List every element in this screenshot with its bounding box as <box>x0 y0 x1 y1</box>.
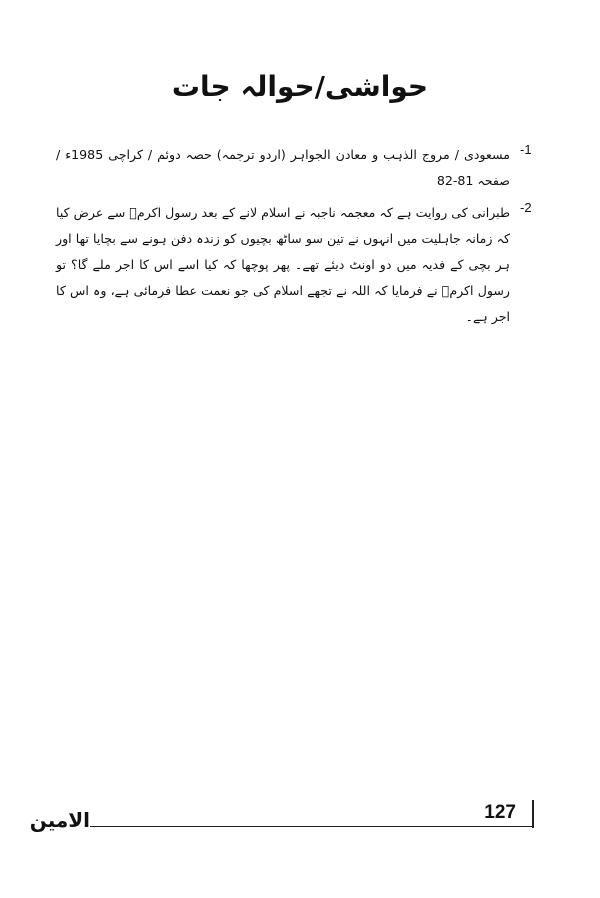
page-footer <box>29 798 534 844</box>
publication-logo <box>29 798 90 842</box>
footer-rule-end <box>532 800 534 828</box>
footnotes-list <box>56 142 542 336</box>
footnote-2 <box>56 200 542 330</box>
page-number: 127 <box>484 802 516 823</box>
footnote-number: -2 <box>520 200 532 215</box>
footnote-text: طبرانی کی روایت ہے کہ معجمہ ناجبہ نے اسلام لانے کے بعد رسول اکرمؐ سے عرض کیا کہ زمانہ جاہلیت میں انہوں نے تین سو ساٹھ بچیوں کو زندہ دفن ہونے سے بچایا تھا اور ہر بچی کے فدیہ میں دو اونٹ دیئے تھے۔ پھر پوچھا کہ کیا اسے اس کا اجر ملے گا؟ تو رسول اکرمؐ نے فرمایا کہ اللہ نے تجھے اسلام کی جو نعمت عطا فرمائی ہے، وہ اس کا اجر ہے۔ <box>56 205 510 324</box>
logo-text: الامین <box>29 808 90 832</box>
footnote-number: -1 <box>520 142 532 157</box>
footnote-1 <box>56 142 542 194</box>
footer-rule <box>90 826 534 827</box>
page-title: حواشی/حوالہ جات <box>171 70 429 103</box>
footnote-text: مسعودی / مروج الذہب و معادن الجواہر (اردو ترجمہ) حصہ دوئم / کراچی 1985ء / صفحہ 81-82 <box>56 147 510 188</box>
